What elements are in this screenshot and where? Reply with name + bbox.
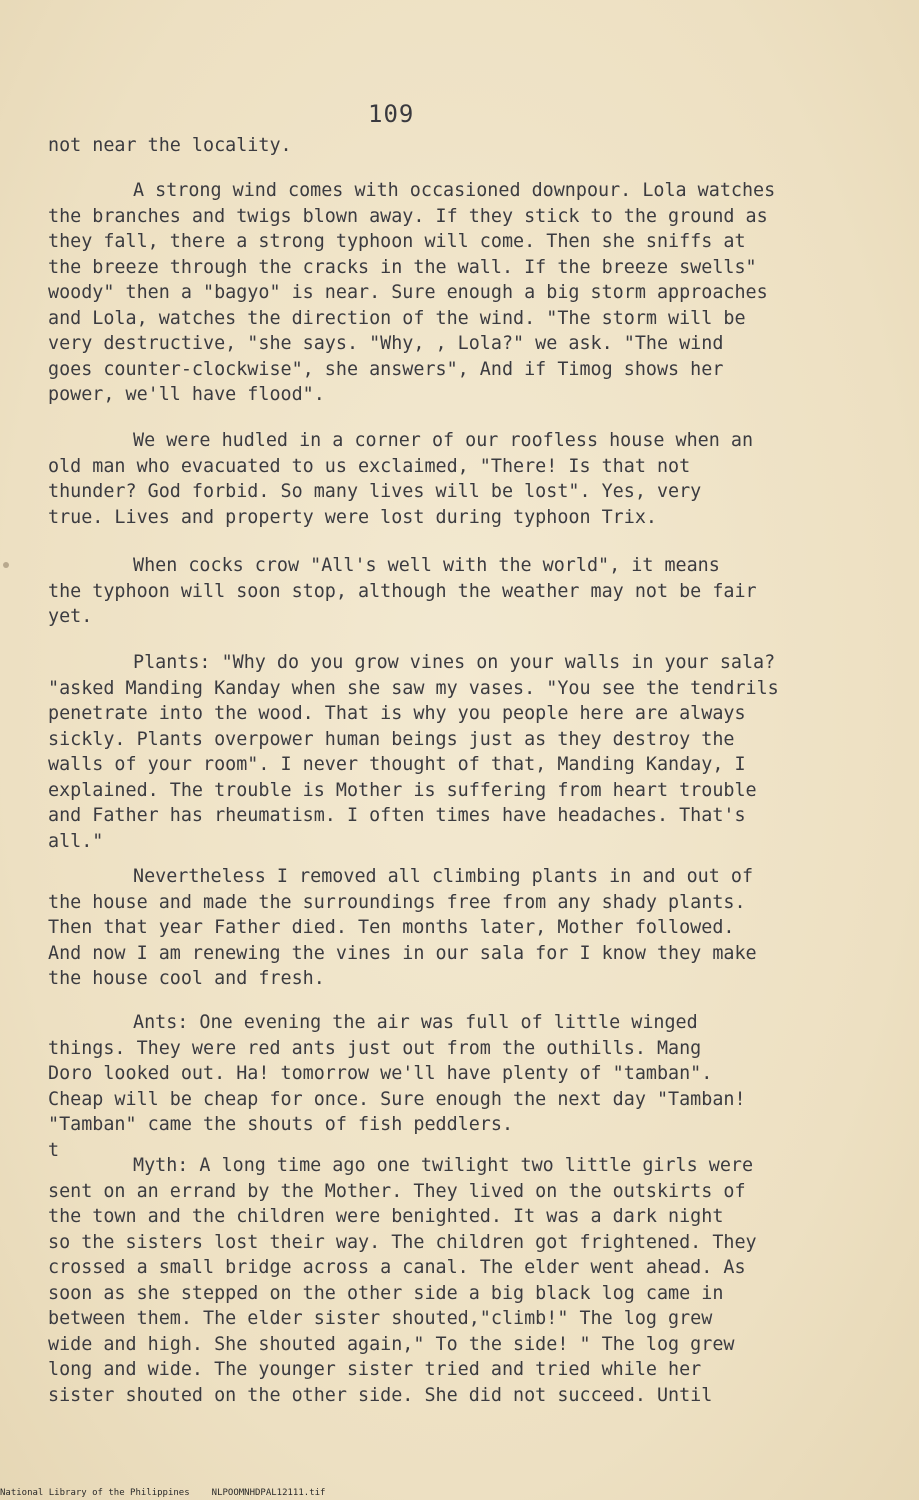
text-line: sent on an errand by the Mother. They lived on the outskirts of xyxy=(48,1180,746,1202)
stray-ink-mark xyxy=(3,562,9,568)
text-line: power, we'll have flood". xyxy=(48,384,325,405)
text-line: the town and the children were benighted. It was a dark night xyxy=(48,1206,724,1227)
text-line: sister shouted on the other side. She did not succeed. Until xyxy=(48,1384,713,1406)
text-line: and Lola, watches the direction of the wind. "The storm will be xyxy=(48,307,746,329)
text-line: Doro looked out. Ha! tomorrow we'll have plenty of "tamban". xyxy=(48,1063,713,1084)
paragraph-myth xyxy=(48,1153,878,1408)
text-line: And now I am renewing the vines in our sala for I know they make xyxy=(48,942,757,964)
paragraph-plants xyxy=(48,650,878,854)
text-line: Cheap will be cheap for once. Sure enough the next day "Tamban! xyxy=(48,1088,746,1110)
text-line: not near the locality. xyxy=(48,135,292,156)
text-line: so the sisters lost their way. The children got frightened. They xyxy=(48,1231,757,1253)
text-line: "asked Manding Kanday when she saw my vases. "You see the tendrils xyxy=(48,677,779,699)
text-line: long and wide. The younger sister tried and tried while her xyxy=(48,1359,702,1380)
text-line: the branches and twigs blown away. If they stick to the ground as xyxy=(48,205,768,227)
text-line: the typhoon will soon stop, although the weather may not be fair xyxy=(48,580,757,602)
scan-footer xyxy=(0,1488,919,1498)
footer-filename: NLPOOMNHDPAL12111.tif xyxy=(211,1488,326,1498)
text-line: the breeze through the cracks in the wall. If the breeze swells" xyxy=(48,256,757,278)
text-line: the house and made the surroundings free from any shady plants. xyxy=(48,891,746,913)
text-line: Then that year Father died. Ten months later, Mother followed. xyxy=(48,917,735,938)
text-line: When cocks crow "All's well with the world", it means xyxy=(133,555,720,576)
text-line: between them. The elder sister shouted,"climb!" The log grew xyxy=(48,1308,713,1329)
text-line: Myth: A long time ago one twilight two little girls were xyxy=(133,1155,754,1176)
text-line: wide and high. She shouted again," To the side! " The log grew xyxy=(48,1333,735,1355)
text-line: We were hudled in a corner of our roofless house when an xyxy=(133,430,754,451)
paragraph-cocks-crow xyxy=(48,553,878,630)
text-line: sickly. Plants overpower human beings just as they destroy the xyxy=(48,728,735,750)
text-line: penetrate into the wood. That is why you people here are always xyxy=(48,703,746,724)
text-line: explained. The trouble is Mother is suffering from heart trouble xyxy=(48,779,757,801)
text-line: A strong wind comes with occasioned downpour. Lola watches xyxy=(133,180,776,201)
paragraph-continuation xyxy=(48,133,878,159)
text-line: Nevertheless I removed all climbing plants in and out of xyxy=(133,866,754,887)
text-line: and Father has rheumatism. I often times have headaches. That's xyxy=(48,805,746,826)
text-line: soon as she stepped on the other side a big black log came in xyxy=(48,1282,724,1304)
text-line: very destructive, "she says. "Why, , Lola?" we ask. "The wind xyxy=(48,333,724,354)
text-line: thunder? God forbid. So many lives will be lost". Yes, very xyxy=(48,481,702,502)
paragraph-ants xyxy=(48,1010,878,1163)
text-line: goes counter-clockwise", she answers", And if Timog shows her xyxy=(48,358,724,380)
footer-library: National Library of the Philippines xyxy=(0,1488,190,1498)
text-line: yet. xyxy=(48,606,93,627)
text-line: "Tamban" came the shouts of fish peddlers. xyxy=(48,1114,514,1135)
text-line: old man who evacuated to us exclaimed, "There! Is that not xyxy=(48,455,691,477)
text-line: all." xyxy=(48,830,104,852)
paragraph-nevertheless xyxy=(48,864,878,992)
page-number: 109 xyxy=(368,100,415,128)
text-line: Plants: "Why do you grow vines on your walls in your sala? xyxy=(133,652,776,673)
text-line: woody" then a "bagyo" is near. Sure enough a big storm approaches xyxy=(48,282,768,303)
paragraph-thunder xyxy=(48,428,878,530)
text-line: they fall, there a strong typhoon will come. Then she sniffs at xyxy=(48,231,746,252)
text-line: things. They were red ants just out from the outhills. Mang xyxy=(48,1037,702,1059)
paragraph-storm-signs xyxy=(48,178,878,408)
text-line: true. Lives and property were lost during typhoon Trix. xyxy=(48,506,657,528)
text-line: t xyxy=(48,1139,60,1161)
text-line: Ants: One evening the air was full of little winged xyxy=(133,1012,698,1033)
text-line: walls of your room". I never thought of that, Manding Kanday, I xyxy=(48,754,746,775)
text-line: crossed a small bridge across a canal. The elder went ahead. As xyxy=(48,1257,746,1278)
text-line: the house cool and fresh. xyxy=(48,968,325,989)
